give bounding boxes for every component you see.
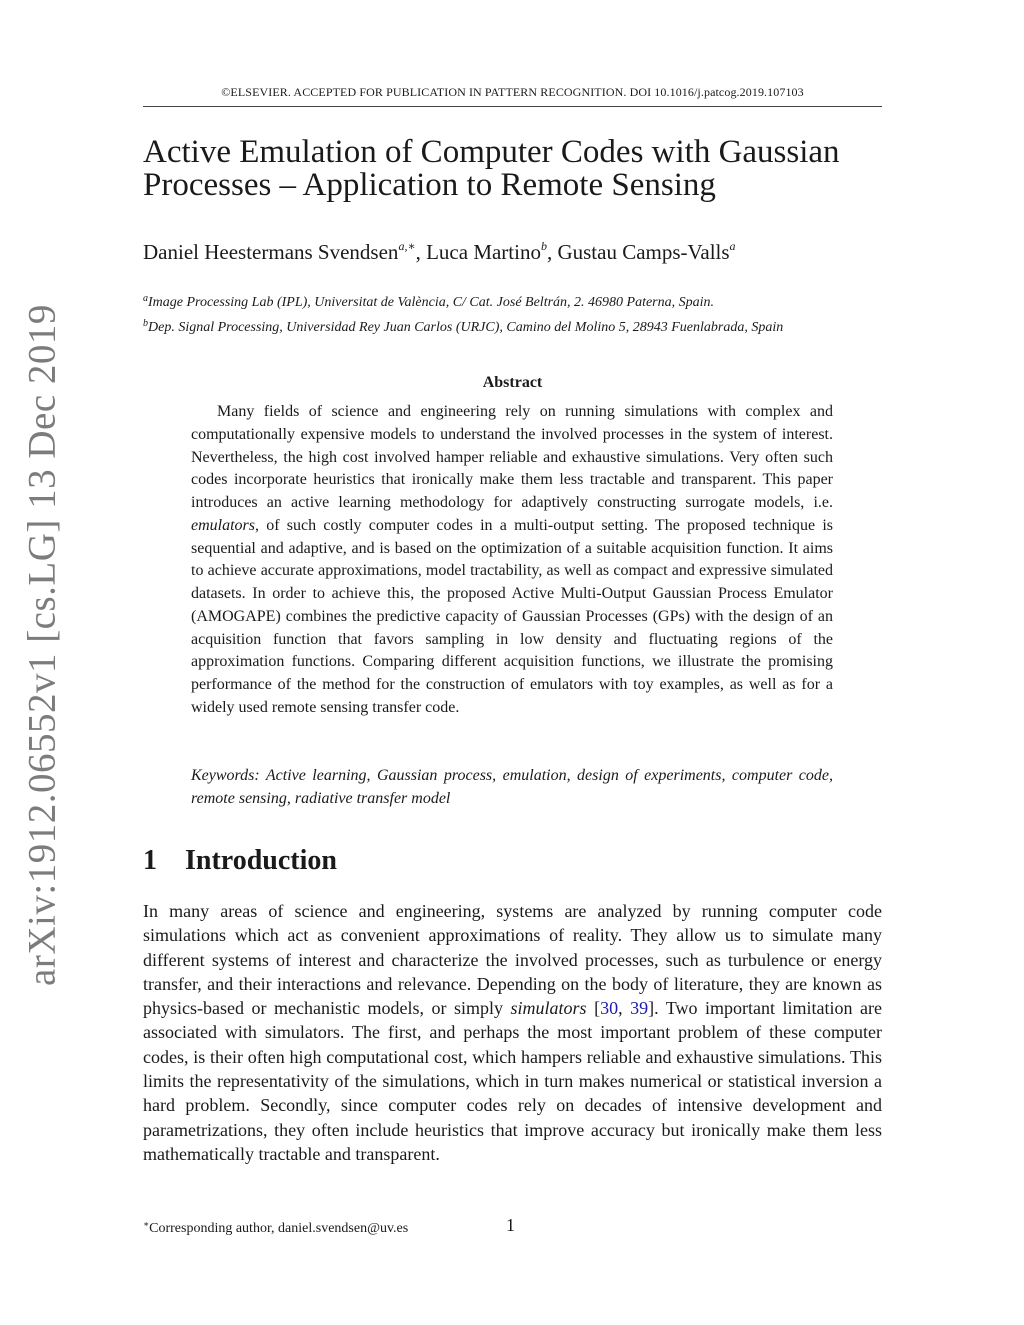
abstract-heading: Abstract bbox=[482, 374, 543, 391]
title-line-2: Processes – Application to Remote Sensing bbox=[143, 167, 716, 203]
affiliation-a bbox=[143, 287, 882, 315]
author-name: Luca Martino bbox=[426, 240, 541, 264]
author-mark: a,∗ bbox=[398, 239, 416, 253]
page-number: 1 bbox=[506, 1215, 515, 1235]
abstract-part-2: , of such costly computer codes in a multi-output setting. The proposed technique is sequential and adaptive, and is based on the optimization of a suitable acquisition function. It aims to achieve accurate approximations, model tractability, as well as compact and expressive simulated datasets. In order to achieve this, the proposed Active Multi-Output Gaussian Process Emulator (AMOGAPE) combines the predictive capacity of Gaussian Processes (GPs) with the design of an acquisition function that favors sampling in low density and fluctuating regions of the approximation functions. Comparing different acquisition functions, we illustrate the promising performance of the method for the construction of emulators with toy examples, as well as for a widely used remote sensing transfer code. bbox=[191, 516, 833, 716]
affiliation-text: Dep. Signal Processing, Universidad Rey Juan Carlos (URJC), Camino del Molino 5, 28943 Fuenlabrada, Spain bbox=[148, 320, 784, 335]
affiliation-mark: a bbox=[143, 293, 148, 304]
abstract-emphasis: emulators bbox=[191, 516, 255, 534]
intro-part-2: Two important limitation are associated with simulators. The first, and perhaps the most important problem of these computer codes, is their often high computational cost, which hampers reliable and exhaustive simulations. This limits the representativity of the simulations, which in turn makes numerical or statistical inversion a hard problem. Secondly, since computer codes rely on decades of intensive development and parametrizations, they often include heuristics that improve accuracy but ironically make them less mathematically tractable and transparent. bbox=[143, 998, 882, 1164]
author-list: Daniel Heestermans Svendsen$^{a,∗}$, Luca Martino$^b$, Gustau Camps-Valls$^a$ bbox=[143, 239, 736, 264]
intro-emphasis: simulators bbox=[510, 998, 587, 1019]
arxiv-identifier: arXiv:1912.06552v1 [cs.LG] 13 Dec 2019 bbox=[20, 304, 64, 986]
citation-bracket: [ bbox=[594, 998, 601, 1019]
affiliation-b bbox=[143, 312, 882, 340]
footnote-mark: ∗ bbox=[143, 1219, 150, 1229]
keywords: Keywords: Active learning, Gaussian process, emulation, design of experiments, computer code, remote sensing, radiative transfer model bbox=[191, 767, 833, 807]
citation-link[interactable]: 39 bbox=[630, 998, 649, 1019]
author-name: Gustau Camps-Valls bbox=[557, 240, 730, 264]
paper-title bbox=[143, 136, 903, 202]
author-mark: a bbox=[729, 239, 736, 253]
introduction-paragraph bbox=[143, 899, 882, 1166]
section-number: 1 bbox=[143, 845, 157, 876]
abstract-text bbox=[191, 401, 833, 720]
citation-bracket: ]. bbox=[648, 998, 659, 1019]
affiliation-text: Image Processing Lab (IPL), Universitat de València, C/ Cat. José Beltrán, 2. 46980 Paterna, Spain. bbox=[148, 295, 715, 310]
affiliation-mark: b bbox=[143, 318, 148, 329]
section-title: Introduction bbox=[185, 845, 337, 876]
journal-header: ©ELSEVIER. ACCEPTED FOR PUBLICATION IN PATTERN RECOGNITION. DOI 10.1016/j.patcog.2019.107103 bbox=[143, 85, 882, 107]
intro-part-1: In many areas of science and engineering, systems are analyzed by running computer code simulations which act as convenient approximations of reality. They allow us to simulate many different systems of interest and characterize the involved processes, such as turbulence or energy transfer, and their interactions and relevance. Depending on the body of literature, they are known as physics-based or mechanistic models, or simply bbox=[143, 901, 882, 1019]
title-line-1: Active Emulation of Computer Codes with Gaussian bbox=[143, 134, 840, 170]
citation-separator: , bbox=[618, 998, 631, 1019]
section-heading bbox=[143, 845, 337, 877]
author-mark: b bbox=[540, 239, 547, 253]
abstract-part-1: Many fields of science and engineering rely on running simulations with complex and computationally expensive models to understand the involved processes in the system of interest. Nevertheless, the high cost involved hamper reliable and exhaustive simulations. Very often such codes incorporate heuristics that ironically make them less tractable and transparent. This paper introduces an active learning methodology for adaptively constructing surrogate models, i.e. bbox=[191, 403, 833, 511]
footnote bbox=[143, 1219, 408, 1237]
author-name: Daniel Heestermans Svendsen bbox=[143, 240, 399, 264]
footnote-text: Corresponding author, daniel.svendsen@uv.es bbox=[149, 1221, 409, 1236]
citation-link[interactable]: 30 bbox=[600, 998, 619, 1019]
